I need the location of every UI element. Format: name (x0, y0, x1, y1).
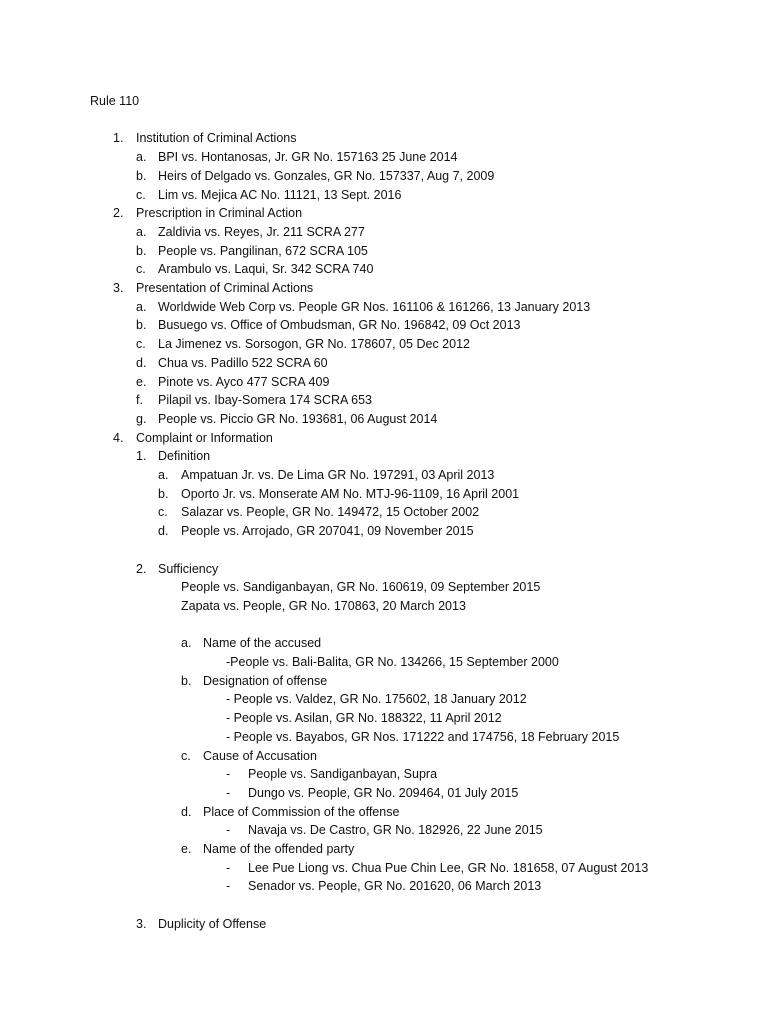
subsection-heading-text: Sufficiency (158, 561, 219, 576)
subsection-heading (0, 560, 768, 579)
list-item (0, 335, 768, 354)
item-text: Chua vs. Padillo 522 SCRA 60 (158, 355, 328, 370)
case-bullet: - (226, 860, 231, 875)
case-text: Navaja vs. De Castro, GR No. 182926, 22 June 2015 (248, 823, 543, 838)
list-item (0, 354, 768, 373)
item-marker: d. (158, 524, 169, 539)
list-item (0, 260, 768, 279)
list-item (0, 316, 768, 335)
case-line (0, 784, 768, 803)
subsection-heading-text: Definition (158, 449, 211, 464)
sub-item-marker: c. (181, 748, 191, 763)
case-line (0, 690, 768, 709)
item-text: Pinote vs. Ayco 477 SCRA 409 (158, 374, 330, 389)
case-text: - People vs. Asilan, GR No. 188322, 11 April 2012 (226, 711, 502, 726)
list-item (0, 298, 768, 317)
document-title: Rule 110 (90, 94, 140, 108)
item-marker: b. (158, 486, 169, 501)
case-text: - People vs. Bayabos, GR Nos. 171222 and 174756, 18 February 2015 (226, 729, 620, 744)
sub-item-heading-text: Name of the offended party (203, 842, 355, 856)
list-item (0, 522, 768, 541)
sub-item-heading (0, 840, 768, 859)
item-marker: g. (136, 411, 147, 426)
case-line (0, 877, 768, 896)
item-text: Busuego vs. Office of Ombudsman, GR No. 196842, 09 Oct 2013 (158, 318, 521, 333)
sub-item-heading-text: Name of the accused (203, 636, 322, 651)
section-number: 3. (113, 281, 124, 295)
item-text: Arambulo vs. Laqui, Sr. 342 SCRA 740 (158, 262, 374, 277)
list-item (0, 485, 768, 504)
list-item (0, 373, 768, 392)
item-marker: b. (136, 168, 147, 183)
item-marker: e. (136, 374, 147, 389)
item-marker: a. (158, 468, 169, 482)
item-text: Zaldivia vs. Reyes, Jr. 211 SCRA 277 (158, 224, 365, 239)
subsection-number: 2. (136, 561, 147, 576)
case-line (0, 765, 768, 784)
case-line (0, 709, 768, 728)
sub-item-heading (0, 747, 768, 766)
section-heading-text: Presentation of Criminal Actions (136, 281, 314, 295)
case-text: - People vs. Valdez, GR No. 175602, 18 January 2012 (226, 692, 527, 707)
list-item (0, 391, 768, 410)
sub-item-heading (0, 803, 768, 822)
section-heading-text: Prescription in Criminal Action (136, 206, 303, 221)
list-item (0, 503, 768, 522)
item-marker: b. (136, 243, 147, 258)
subsection-number: 1. (136, 449, 147, 464)
list-item (0, 186, 768, 205)
section-number: 1. (113, 131, 124, 146)
section-heading (0, 279, 768, 298)
list-item (0, 148, 768, 167)
sub-item-heading (0, 634, 768, 653)
case-text: Zapata vs. People, GR No. 170863, 20 March 2013 (181, 598, 466, 613)
item-marker: a. (136, 150, 147, 165)
case-line (0, 597, 768, 616)
section-heading-text: Institution of Criminal Actions (136, 131, 297, 146)
case-line (0, 578, 768, 597)
item-marker: c. (136, 262, 146, 277)
case-bullet: - (226, 879, 231, 894)
section-number: 2. (113, 206, 124, 221)
sub-item-heading (0, 672, 768, 691)
list-item (0, 223, 768, 242)
case-line (0, 859, 768, 878)
item-text: BPI vs. Hontanosas, Jr. GR No. 157163 25 June 2014 (158, 150, 458, 165)
sub-item-marker: b. (181, 673, 192, 688)
sub-item-marker: a. (181, 636, 192, 651)
case-bullet: - (226, 823, 231, 838)
item-text: People vs. Pangilinan, 672 SCRA 105 (158, 243, 368, 258)
item-text: La Jimenez vs. Sorsogon, GR No. 178607, 05 Dec 2012 (158, 337, 470, 352)
case-text: Lee Pue Liong vs. Chua Pue Chin Lee, GR No. 181658, 07 August 2013 (248, 860, 649, 875)
case-text: People vs. Sandiganbayan, Supra (248, 767, 438, 782)
sub-item-heading-text: Place of Commission of the offense (203, 804, 400, 819)
item-text: Oporto Jr. vs. Monserate AM No. MTJ-96-1109, 16 April 2001 (181, 486, 520, 501)
item-marker: d. (136, 355, 147, 370)
section-heading (0, 204, 768, 223)
case-line (0, 653, 768, 672)
item-text: People vs. Arrojado, GR 207041, 09 November 2015 (181, 524, 474, 539)
item-marker: c. (136, 337, 146, 352)
sub-item-heading-text: Cause of Accusation (203, 748, 317, 763)
document-title-line (0, 92, 768, 111)
subsection-heading (0, 915, 768, 934)
case-text: Dungo vs. People, GR No. 209464, 01 July 2015 (248, 785, 519, 800)
item-text: Salazar vs. People, GR No. 149472, 15 October 2002 (181, 505, 480, 520)
case-line (0, 728, 768, 747)
item-text: Heirs of Delgado vs. Gonzales, GR No. 157337, Aug 7, 2009 (158, 168, 495, 183)
list-item (0, 167, 768, 186)
item-marker: c. (158, 505, 168, 520)
list-item (0, 242, 768, 261)
case-line (0, 821, 768, 840)
case-text: Senador vs. People, GR No. 201620, 06 March 2013 (248, 879, 542, 894)
item-marker: c. (136, 187, 146, 202)
subsection-heading-text: Duplicity of Offense (158, 916, 267, 931)
section-heading (0, 429, 768, 448)
item-text: Ampatuan Jr. vs. De Lima GR No. 197291, 03 April 2013 (181, 468, 495, 482)
case-text: People vs. Sandiganbayan, GR No. 160619, 09 September 2015 (181, 580, 541, 595)
list-item (0, 410, 768, 429)
sub-item-marker: e. (181, 842, 192, 856)
case-text: -People vs. Bali-Balita, GR No. 134266, 15 September 2000 (226, 655, 559, 669)
subsection-number: 3. (136, 916, 147, 931)
item-text: Pilapil vs. Ibay-Somera 174 SCRA 653 (158, 393, 372, 408)
subsection-heading (0, 447, 768, 466)
list-item (0, 466, 768, 485)
item-marker: a. (136, 224, 147, 239)
item-marker: f. (136, 393, 143, 408)
sub-item-heading-text: Designation of offense (203, 673, 328, 688)
item-marker: b. (136, 318, 147, 333)
section-heading (0, 129, 768, 148)
sub-item-marker: d. (181, 804, 192, 819)
item-text: Worldwide Web Corp vs. People GR Nos. 161106 & 161266, 13 January 2013 (158, 299, 591, 314)
item-text: Lim vs. Mejica AC No. 11121, 13 Sept. 2016 (158, 187, 402, 202)
case-bullet: - (226, 785, 231, 800)
item-marker: a. (136, 299, 147, 314)
item-text: People vs. Piccio GR No. 193681, 06 August 2014 (158, 411, 438, 426)
case-bullet: - (226, 767, 231, 782)
section-number: 4. (113, 430, 124, 445)
section-heading-text: Complaint or Information (136, 430, 273, 445)
